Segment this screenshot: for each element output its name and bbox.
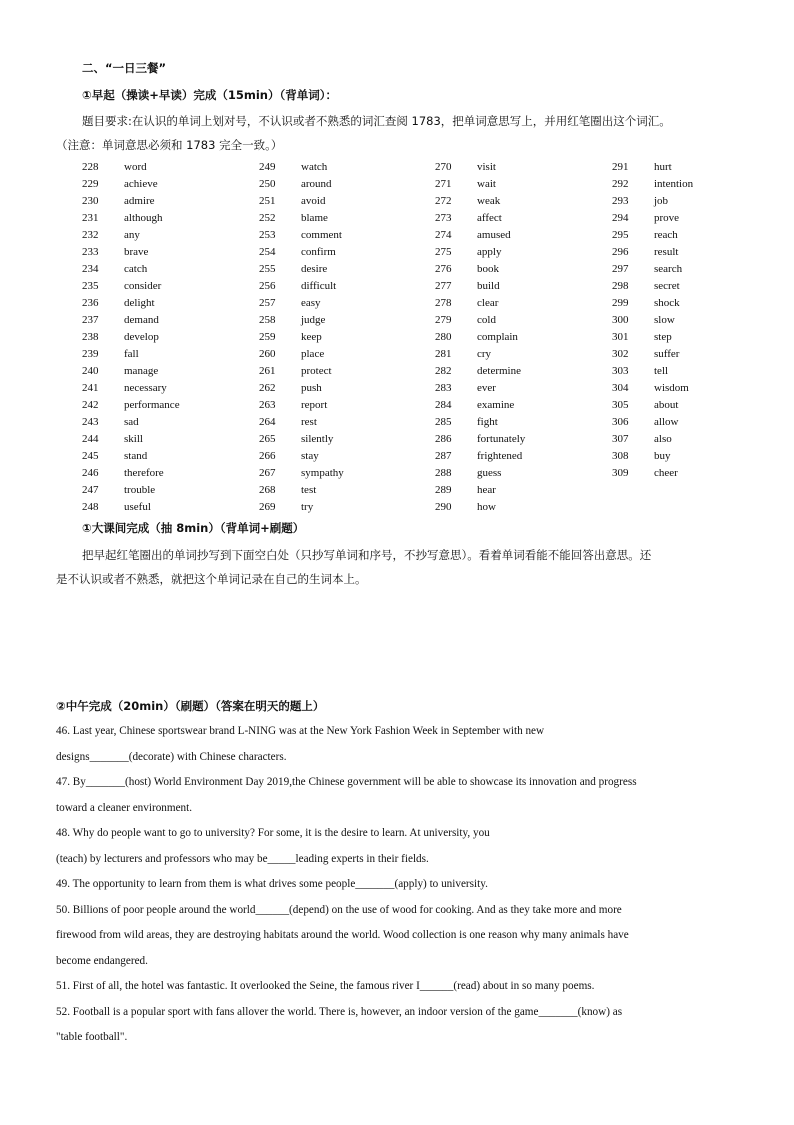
- word-row: 263 report: [259, 399, 328, 411]
- question-item: [56, 974, 738, 1000]
- question-line: 52. Football is a popular sport with fans allover the world. There is, however, an indoor version of the game_______(know) as: [56, 1005, 623, 1018]
- word-row: 296 result: [612, 246, 679, 258]
- word-row: 287 frightened: [435, 450, 523, 462]
- question-line: 50. Billions of poor people around the world______(depend) on the use of wood for cooking. And as they take more and more: [56, 903, 622, 916]
- word-row: 305 about: [612, 399, 679, 411]
- word-row: 246 therefore: [82, 467, 164, 479]
- word-row: 260 place: [259, 348, 325, 360]
- word-row: 242 performance: [82, 399, 180, 411]
- morning-instruction-line1: 题目要求:在认识的单词上划对号，不认识或者不熟悉的词汇查阅 1783，把单词意思写上，并用红笔圈出这个词汇。: [82, 114, 671, 128]
- word-row: 293 job: [612, 195, 669, 207]
- word-row: 255 desire: [259, 263, 328, 275]
- break-instruction-line1: 把早起红笔圈出的单词抄写到下面空白处（只抄写单词和序号，不抄写意思）。看着单词看能不能回答出意思。还: [82, 548, 652, 562]
- word-row: 230 admire: [82, 195, 155, 207]
- question-line: 51. First of all, the hotel was fantastic. It overlooked the Seine, the famous river I______(read) about in so many poems.: [56, 980, 595, 992]
- word-row: 275 apply: [435, 246, 502, 258]
- word-row: 304 wisdom: [612, 382, 689, 394]
- break-heading: ①大课间完成（抽 8min）（背单词+刷题）: [82, 521, 305, 535]
- word-row: 228 word: [82, 161, 147, 173]
- word-row: 284 examine: [435, 399, 515, 411]
- word-column-3: [435, 159, 525, 516]
- word-row: 276 book: [435, 263, 499, 275]
- question-item: [56, 1000, 738, 1051]
- question-line: become endangered.: [56, 954, 148, 967]
- noon-heading: ②中午完成（20min）（刷题）（答案在明天的题上）: [56, 699, 325, 713]
- question-line: 48. Why do people want to go to university? For some, it is the desire to learn. At university, you: [56, 827, 490, 839]
- word-row: 295 reach: [612, 229, 678, 241]
- word-row: 236 delight: [82, 297, 155, 309]
- question-line: toward a cleaner environment.: [56, 801, 193, 814]
- question-line: 47. By_______(host) World Environment Day 2019,the Chinese government will be able to showcase its innovation and progress: [56, 776, 637, 788]
- word-row: 271 wait: [435, 178, 496, 190]
- word-row: 302 suffer: [612, 348, 680, 360]
- question-item: [56, 821, 738, 872]
- word-row: 298 secret: [612, 280, 680, 292]
- word-row: 243 sad: [82, 416, 139, 428]
- word-row: 267 sympathy: [259, 467, 344, 479]
- word-row: 286 fortunately: [435, 433, 526, 445]
- word-row: 280 complain: [435, 331, 518, 343]
- question-item: [56, 898, 738, 975]
- word-row: 266 stay: [259, 450, 319, 462]
- question-item: [56, 719, 738, 770]
- question-line: 49. The opportunity to learn from them is what drives some people_______(apply) to university.: [56, 878, 488, 890]
- word-row: 290 how: [435, 501, 496, 513]
- break-instruction-line2: 是不认识或者不熟悉，就把这个单词记录在自己的生词本上。: [56, 572, 367, 586]
- word-row: 281 cry: [435, 348, 492, 360]
- word-row: 250 around: [259, 178, 332, 190]
- word-column-4: [612, 159, 693, 482]
- word-row: 253 comment: [259, 229, 342, 241]
- word-row: 279 cold: [435, 314, 496, 326]
- question-line: designs_______(decorate) with Chinese characters.: [56, 750, 287, 763]
- word-row: 292 intention: [612, 178, 694, 190]
- question-line: (teach) by lecturers and professors who may be_____leading experts in their fields.: [56, 852, 429, 865]
- word-row: 229 achieve: [82, 178, 158, 190]
- question-list: [56, 719, 738, 1051]
- word-row: 265 silently: [259, 433, 334, 445]
- word-row: 283 ever: [435, 382, 496, 394]
- question-line: 46. Last year, Chinese sportswear brand L-NING was at the New York Fashion Week in September with new: [56, 725, 545, 737]
- word-row: 297 search: [612, 263, 683, 275]
- word-row: 247 trouble: [82, 484, 156, 496]
- word-row: 274 amused: [435, 229, 511, 241]
- word-row: 245 stand: [82, 450, 148, 462]
- word-row: 262 push: [259, 382, 322, 394]
- word-row: 288 guess: [435, 467, 502, 479]
- word-row: 289 hear: [435, 484, 496, 496]
- word-row: 264 rest: [259, 416, 317, 428]
- word-row: 258 judge: [259, 314, 326, 326]
- word-row: 249 watch: [259, 161, 328, 173]
- word-row: 309 cheer: [612, 467, 678, 479]
- word-row: 282 determine: [435, 365, 521, 377]
- word-row: 241 necessary: [82, 382, 167, 394]
- word-row: 238 develop: [82, 331, 159, 343]
- word-row: 272 weak: [435, 195, 501, 207]
- word-row: 278 clear: [435, 297, 499, 309]
- word-row: 237 demand: [82, 314, 159, 326]
- question-item: [56, 872, 738, 898]
- word-row: 306 allow: [612, 416, 679, 428]
- word-row: 268 test: [259, 484, 317, 496]
- word-row: 285 fight: [435, 416, 498, 428]
- word-row: 231 although: [82, 212, 163, 224]
- word-row: 235 consider: [82, 280, 162, 292]
- word-column-2: [259, 159, 344, 516]
- word-row: 291 hurt: [612, 161, 672, 173]
- word-row: 300 slow: [612, 314, 675, 326]
- word-row: 234 catch: [82, 263, 148, 275]
- word-row: 259 keep: [259, 331, 322, 343]
- morning-instruction-line2: （注意：单词意思必须和 1783 完全一致。）: [56, 138, 283, 152]
- word-row: 307 also: [612, 433, 672, 445]
- word-row: 299 shock: [612, 297, 680, 309]
- word-row: 252 blame: [259, 212, 328, 224]
- section-title: 二、“一日三餐”: [82, 61, 167, 75]
- word-row: 273 affect: [435, 212, 502, 224]
- word-row: 277 build: [435, 280, 500, 292]
- word-row: 269 try: [259, 501, 314, 513]
- question-line: "table football".: [56, 1031, 128, 1043]
- word-row: 294 prove: [612, 212, 680, 224]
- word-row: 232 any: [82, 229, 140, 241]
- word-row: 303 tell: [612, 365, 669, 377]
- word-row: 239 fall: [82, 348, 139, 360]
- word-row: 301 step: [612, 331, 672, 343]
- word-row: 240 manage: [82, 365, 159, 377]
- word-row: 251 avoid: [259, 195, 326, 207]
- word-row: 244 skill: [82, 433, 143, 445]
- word-row: 248 useful: [82, 501, 151, 513]
- word-column-1: [82, 159, 180, 516]
- word-row: 261 protect: [259, 365, 332, 377]
- word-row: 254 confirm: [259, 246, 336, 258]
- morning-heading: ①早起（操读+早读）完成（15min）（背单词）：: [82, 88, 337, 102]
- word-row: 233 brave: [82, 246, 149, 258]
- word-row: 256 difficult: [259, 280, 337, 292]
- question-item: [56, 770, 738, 821]
- word-row: 308 buy: [612, 450, 671, 462]
- question-line: firewood from wild areas, they are destroying habitats around the world. Wood collection is one reason why many animals have: [56, 929, 629, 941]
- word-row: 270 visit: [435, 161, 496, 173]
- word-row: 257 easy: [259, 297, 321, 309]
